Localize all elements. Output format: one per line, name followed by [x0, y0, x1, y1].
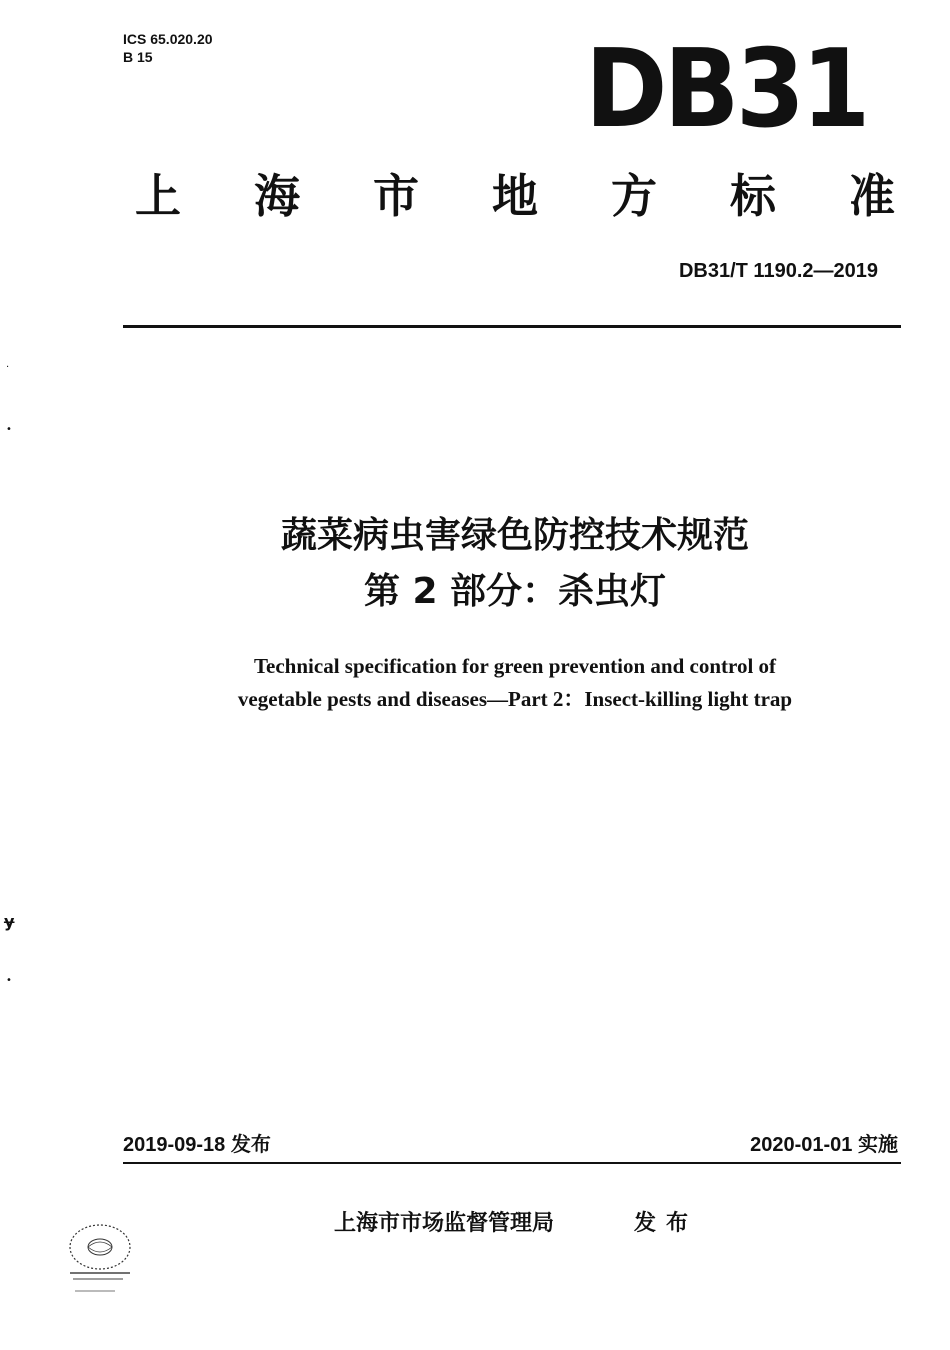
header-divider [123, 325, 901, 328]
scan-speck: ɏ [4, 912, 15, 931]
chinese-title-line-1: 蔬菜病虫害绿色防控技术规范 [280, 515, 749, 556]
standard-type-char: 上 [135, 169, 181, 223]
standard-type-char: 海 [254, 169, 300, 223]
standard-type-char: 方 [611, 169, 657, 223]
standard-type-char: 地 [492, 169, 538, 223]
ics-code: ICS 65.020.20 [123, 31, 213, 47]
footer-divider [123, 1162, 901, 1164]
scan-speck: · [6, 362, 10, 373]
scan-speck: • [6, 424, 12, 435]
implementation-date: 2020-01-01 实施 [750, 1134, 898, 1156]
standard-type-char: 市 [373, 169, 419, 223]
scan-speck: • [6, 975, 12, 986]
distributor-seal [55, 1215, 145, 1300]
standard-type-char: 准 [849, 169, 895, 223]
standard-type-title [135, 168, 895, 224]
publisher-name: 上海市市场监督管理局 [334, 1211, 555, 1236]
english-title-line-1: Technical specification for green prevention and control of [253, 654, 777, 678]
english-title-line-2: vegetable pests and diseases—Part 2：Insect-killing light trap [237, 687, 793, 711]
standard-number: DB31/T 1190.2—2019 [678, 260, 878, 282]
english-title [0, 650, 950, 716]
standard-type-char: 标 [730, 169, 776, 223]
issue-date: 2019-09-18 发布 [123, 1134, 271, 1156]
ccs-code: B 15 [123, 49, 153, 65]
chinese-title [0, 508, 950, 620]
publish-label: 发布 [634, 1211, 699, 1236]
chinese-title-line-2: 第 2 部分：杀虫灯 [363, 571, 667, 612]
standard-logo: DB31 [585, 27, 867, 152]
classification-codes [123, 30, 213, 66]
